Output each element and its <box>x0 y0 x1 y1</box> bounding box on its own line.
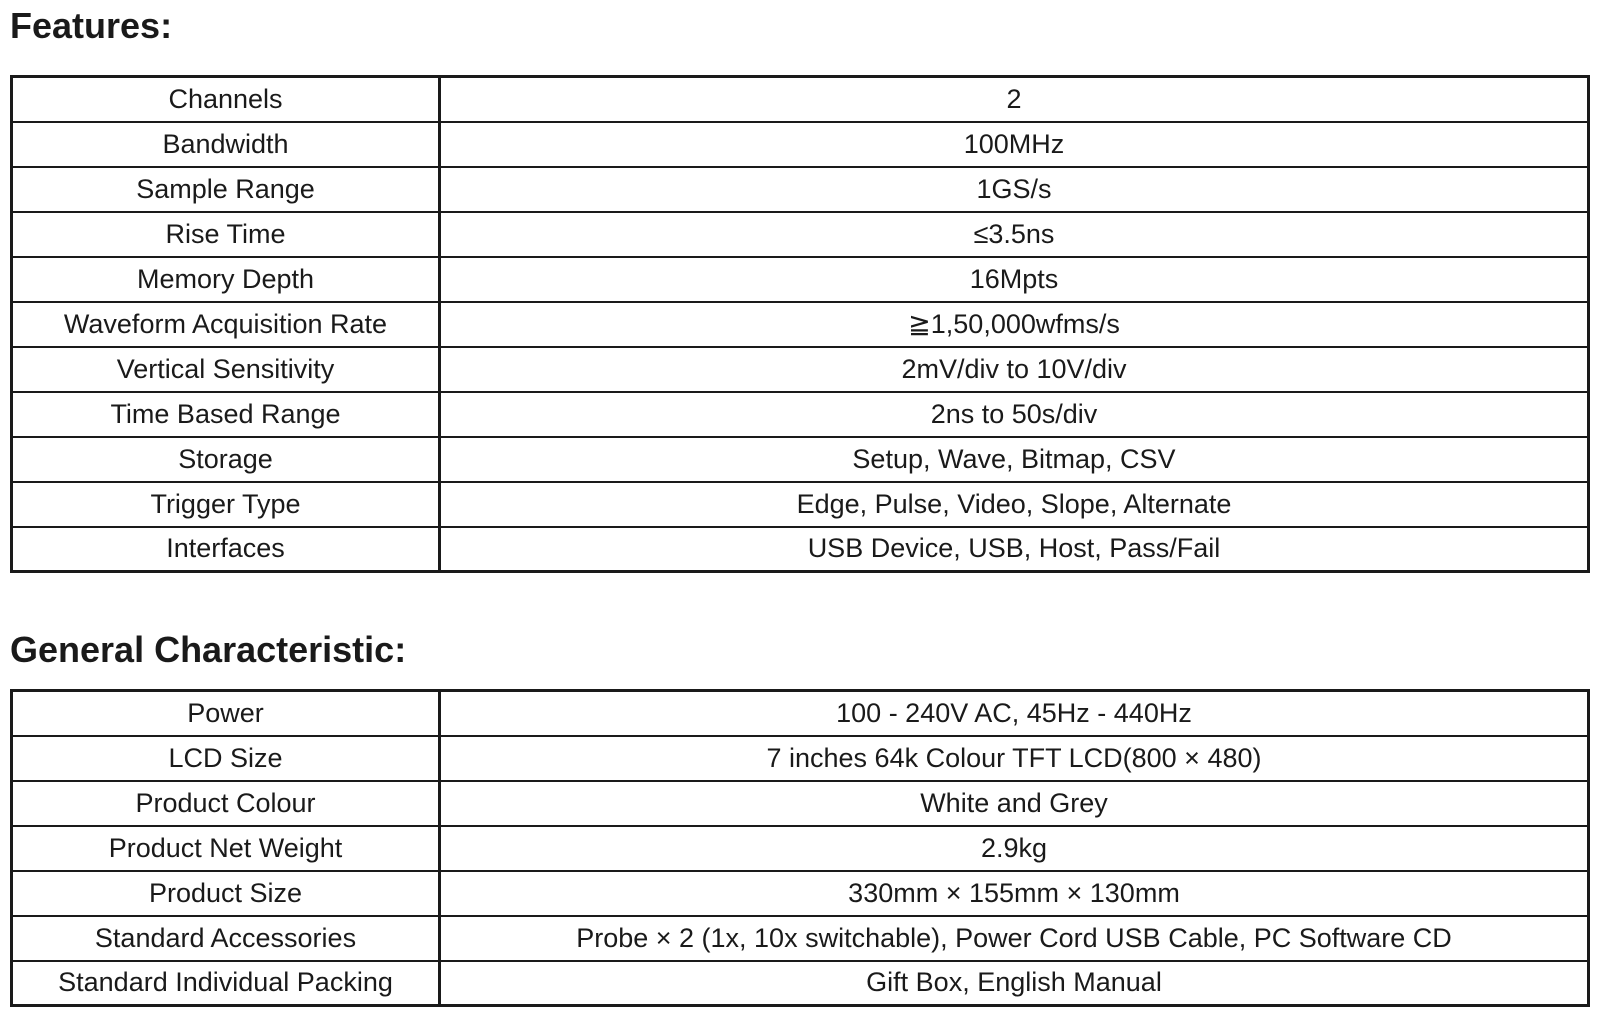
spec-value: 1GS/s <box>440 167 1589 212</box>
table-row <box>12 826 1589 871</box>
spec-value: USB Device, USB, Host, Pass/Fail <box>440 527 1589 572</box>
spec-label: Standard Individual Packing <box>12 961 440 1006</box>
table-row <box>12 302 1589 347</box>
table-row <box>12 781 1589 826</box>
spec-label: Trigger Type <box>12 482 440 527</box>
table-row <box>12 347 1589 392</box>
table-row <box>12 392 1589 437</box>
spec-value: 2 <box>440 77 1589 122</box>
spec-value: 2ns to 50s/div <box>440 392 1589 437</box>
table-row <box>12 437 1589 482</box>
spec-value: 16Mpts <box>440 257 1589 302</box>
spec-label: Power <box>12 691 440 736</box>
table-row <box>12 122 1589 167</box>
spec-value: ≧1,50,000wfms/s <box>440 302 1589 347</box>
spec-value: Edge, Pulse, Video, Slope, Alternate <box>440 482 1589 527</box>
table-row <box>12 736 1589 781</box>
spec-label: Rise Time <box>12 212 440 257</box>
table-row <box>12 691 1589 736</box>
spec-value: Probe × 2 (1x, 10x switchable), Power Cord USB Cable, PC Software CD <box>440 916 1589 961</box>
spec-value: Gift Box, English Manual <box>440 961 1589 1006</box>
spec-label: Vertical Sensitivity <box>12 347 440 392</box>
spec-label: Storage <box>12 437 440 482</box>
table-row <box>12 961 1589 1006</box>
table-row <box>12 257 1589 302</box>
table-row <box>12 916 1589 961</box>
features-heading: Features: <box>10 5 173 46</box>
table-row <box>12 212 1589 257</box>
spec-label: Time Based Range <box>12 392 440 437</box>
spec-value: 2mV/div to 10V/div <box>440 347 1589 392</box>
spec-value: Setup, Wave, Bitmap, CSV <box>440 437 1589 482</box>
spec-value: 100MHz <box>440 122 1589 167</box>
spec-value: 100 - 240V AC, 45Hz - 440Hz <box>440 691 1589 736</box>
table-row <box>12 167 1589 212</box>
general-characteristic-heading: General Characteristic: <box>10 629 407 670</box>
table-row <box>12 527 1589 572</box>
spec-label: Product Colour <box>12 781 440 826</box>
table-row <box>12 482 1589 527</box>
spec-label: LCD Size <box>12 736 440 781</box>
spec-label: Memory Depth <box>12 257 440 302</box>
spec-value: White and Grey <box>440 781 1589 826</box>
spec-label: Bandwidth <box>12 122 440 167</box>
spec-value: 2.9kg <box>440 826 1589 871</box>
general-characteristic-table <box>10 689 1590 1007</box>
features-table <box>10 75 1590 573</box>
spec-label: Product Net Weight <box>12 826 440 871</box>
spec-label: Interfaces <box>12 527 440 572</box>
table-row <box>12 77 1589 122</box>
spec-label: Standard Accessories <box>12 916 440 961</box>
spec-label: Waveform Acquisition Rate <box>12 302 440 347</box>
spec-value: ≤3.5ns <box>440 212 1589 257</box>
spec-label: Channels <box>12 77 440 122</box>
spec-value: 330mm × 155mm × 130mm <box>440 871 1589 916</box>
spec-label: Product Size <box>12 871 440 916</box>
table-row <box>12 871 1589 916</box>
spec-label: Sample Range <box>12 167 440 212</box>
spec-value: 7 inches 64k Colour TFT LCD(800 × 480) <box>440 736 1589 781</box>
